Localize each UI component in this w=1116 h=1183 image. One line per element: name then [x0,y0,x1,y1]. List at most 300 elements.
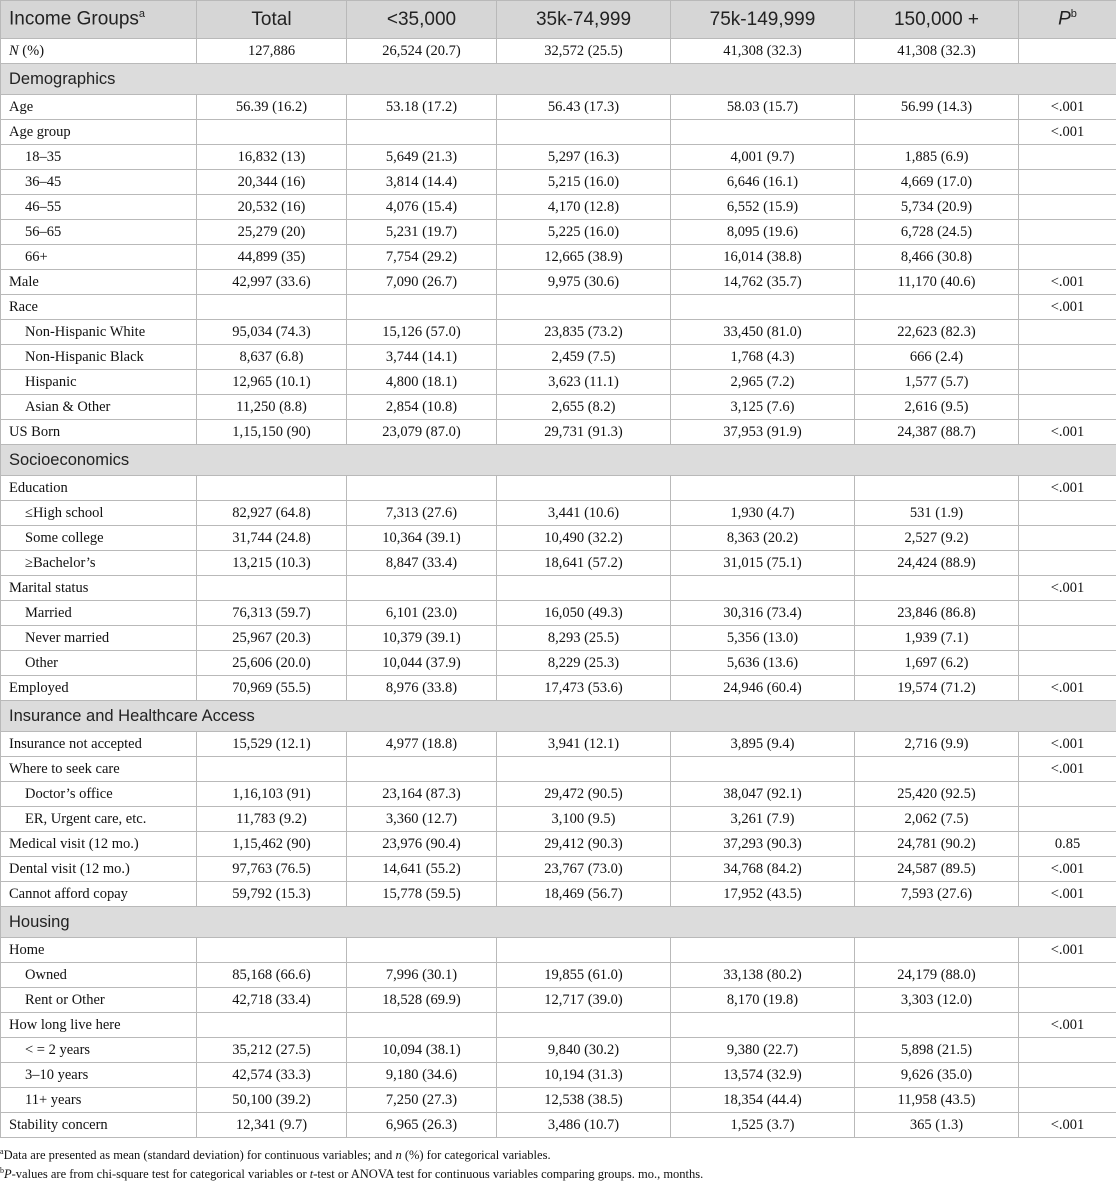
cell-150000-plus: 11,958 (43.5) [855,1088,1019,1113]
cell-35k-74999: 2,459 (7.5) [497,345,671,370]
cell-under-35000: 3,360 (12.7) [347,807,497,832]
cell-p-value [1019,320,1116,345]
cell-150000-plus: 1,939 (7.1) [855,626,1019,651]
cell-under-35000 [347,1013,497,1038]
cell-total: 16,832 (13) [197,145,347,170]
cell-p-value [1019,220,1116,245]
row-label: Race [1,295,197,320]
row-label: ≥Bachelor’s [1,551,197,576]
cell-35k-74999: 16,050 (49.3) [497,601,671,626]
cell-p-value [1019,245,1116,270]
cell-150000-plus: 24,424 (88.9) [855,551,1019,576]
cell-p-value: <.001 [1019,882,1116,907]
cell-under-35000: 15,126 (57.0) [347,320,497,345]
cell-p-value: <.001 [1019,938,1116,963]
cell-150000-plus: 3,303 (12.0) [855,988,1019,1013]
cell-150000-plus: 9,626 (35.0) [855,1063,1019,1088]
cell-35k-74999 [497,295,671,320]
cell-p-value [1019,782,1116,807]
cell-total: 25,967 (20.3) [197,626,347,651]
cell-under-35000: 5,649 (21.3) [347,145,497,170]
cell-under-35000: 7,090 (26.7) [347,270,497,295]
cell-150000-plus [855,476,1019,501]
cell-under-35000: 7,313 (27.6) [347,501,497,526]
cell-75k-149999: 2,965 (7.2) [671,370,855,395]
header-75k-149999: 75k-149,999 [671,1,855,39]
cell-35k-74999: 12,717 (39.0) [497,988,671,1013]
cell-p-value [1019,39,1116,64]
row-label: 66+ [1,245,197,270]
table-row [1,501,1116,526]
cell-p-value [1019,1088,1116,1113]
cell-35k-74999: 5,215 (16.0) [497,170,671,195]
cell-35k-74999 [497,757,671,782]
cell-p-value [1019,501,1116,526]
cell-total: 50,100 (39.2) [197,1088,347,1113]
cell-under-35000: 8,976 (33.8) [347,676,497,701]
cell-under-35000 [347,476,497,501]
cell-total [197,938,347,963]
cell-35k-74999: 23,835 (73.2) [497,320,671,345]
cell-75k-149999: 30,316 (73.4) [671,601,855,626]
cell-150000-plus: 41,308 (32.3) [855,39,1019,64]
table-row [1,395,1116,420]
cell-p-value [1019,395,1116,420]
cell-150000-plus [855,120,1019,145]
cell-total [197,120,347,145]
cell-75k-149999: 33,450 (81.0) [671,320,855,345]
cell-under-35000: 7,754 (29.2) [347,245,497,270]
section-title: Socioeconomics [1,445,1116,476]
table-row [1,1113,1116,1138]
cell-total: 97,763 (76.5) [197,857,347,882]
footnote-b: $^b$P-values are from chi-square test for categorical variables or t-test or ANOVA test for continuous variables comparing groups. mo., months. [0,1166,704,1182]
footnote-a: $^a$Data are presented as mean (standard deviation) for continuous variables; and n (%) for categorical variables. [0,1147,551,1163]
cell-under-35000: 23,976 (90.4) [347,832,497,857]
cell-under-35000: 5,231 (19.7) [347,220,497,245]
cell-35k-74999: 2,655 (8.2) [497,395,671,420]
table-row [1,857,1116,882]
cell-under-35000: 26,524 (20.7) [347,39,497,64]
row-label: Non-Hispanic Black [1,345,197,370]
cell-35k-74999: 10,194 (31.3) [497,1063,671,1088]
cell-75k-149999: 37,293 (90.3) [671,832,855,857]
cell-75k-149999: 6,552 (15.9) [671,195,855,220]
cell-35k-74999: 17,473 (53.6) [497,676,671,701]
cell-under-35000: 6,965 (26.3) [347,1113,497,1138]
cell-under-35000: 4,800 (18.1) [347,370,497,395]
row-label: ≤High school [1,501,197,526]
cell-total: 82,927 (64.8) [197,501,347,526]
row-label: Employed [1,676,197,701]
cell-total: 8,637 (6.8) [197,345,347,370]
cell-35k-74999: 3,486 (10.7) [497,1113,671,1138]
row-label: Marital status [1,576,197,601]
cell-75k-149999: 13,574 (32.9) [671,1063,855,1088]
cell-p-value: 0.85 [1019,832,1116,857]
cell-35k-74999: 29,731 (91.3) [497,420,671,445]
section-header-row [1,907,1116,938]
cell-75k-149999: 8,170 (19.8) [671,988,855,1013]
table-row [1,551,1116,576]
table-row [1,295,1116,320]
cell-p-value [1019,195,1116,220]
row-label: < = 2 years [1,1038,197,1063]
table-row [1,676,1116,701]
header-p-value: $P^b$ [1019,1,1116,39]
table-body [1,39,1116,1138]
cell-total: 44,899 (35) [197,245,347,270]
cell-total: 20,344 (16) [197,170,347,195]
cell-under-35000: 10,379 (39.1) [347,626,497,651]
cell-75k-149999: 1,525 (3.7) [671,1113,855,1138]
table-row [1,170,1116,195]
cell-total: 1,16,103 (91) [197,782,347,807]
cell-total [197,1013,347,1038]
cell-150000-plus: 6,728 (24.5) [855,220,1019,245]
cell-total: 85,168 (66.6) [197,963,347,988]
row-label: 36–45 [1,170,197,195]
section-title: Housing [1,907,1116,938]
cell-p-value [1019,626,1116,651]
row-label: Never married [1,626,197,651]
table-row [1,601,1116,626]
table-row [1,988,1116,1013]
cell-p-value [1019,807,1116,832]
cell-35k-74999: 8,229 (25.3) [497,651,671,676]
section-header-row [1,701,1116,732]
cell-75k-149999: 9,380 (22.7) [671,1038,855,1063]
cell-total: 56.39 (16.2) [197,95,347,120]
cell-under-35000 [347,120,497,145]
cell-35k-74999: 3,441 (10.6) [497,501,671,526]
cell-p-value [1019,1038,1116,1063]
cell-150000-plus: 23,846 (86.8) [855,601,1019,626]
cell-75k-149999 [671,938,855,963]
cell-150000-plus: 5,898 (21.5) [855,1038,1019,1063]
cell-35k-74999 [497,476,671,501]
cell-p-value [1019,551,1116,576]
cell-total: 12,341 (9.7) [197,1113,347,1138]
cell-75k-149999: 17,952 (43.5) [671,882,855,907]
section-header-row [1,64,1116,95]
cell-total: 42,718 (33.4) [197,988,347,1013]
cell-p-value: <.001 [1019,1013,1116,1038]
table-row [1,476,1116,501]
cell-p-value: <.001 [1019,120,1116,145]
cell-35k-74999 [497,120,671,145]
cell-total: 42,574 (33.3) [197,1063,347,1088]
cell-35k-74999: 18,641 (57.2) [497,551,671,576]
cell-75k-149999: 5,356 (13.0) [671,626,855,651]
row-label: Stability concern [1,1113,197,1138]
cell-150000-plus: 365 (1.3) [855,1113,1019,1138]
cell-150000-plus: 11,170 (40.6) [855,270,1019,295]
cell-under-35000: 10,094 (38.1) [347,1038,497,1063]
cell-35k-74999: 32,572 (25.5) [497,39,671,64]
cell-35k-74999: 56.43 (17.3) [497,95,671,120]
cell-total [197,757,347,782]
cell-75k-149999: 31,015 (75.1) [671,551,855,576]
row-label: How long live here [1,1013,197,1038]
cell-35k-74999 [497,576,671,601]
cell-150000-plus: 24,387 (88.7) [855,420,1019,445]
row-label: Owned [1,963,197,988]
table-row [1,1063,1116,1088]
table-row [1,145,1116,170]
table-row [1,807,1116,832]
cell-p-value [1019,651,1116,676]
cell-150000-plus: 1,577 (5.7) [855,370,1019,395]
section-title: Demographics [1,64,1116,95]
cell-under-35000: 53.18 (17.2) [347,95,497,120]
cell-total: 31,744 (24.8) [197,526,347,551]
cell-75k-149999: 3,125 (7.6) [671,395,855,420]
cell-150000-plus: 24,587 (89.5) [855,857,1019,882]
table-row [1,95,1116,120]
cell-75k-149999: 24,946 (60.4) [671,676,855,701]
cell-150000-plus: 56.99 (14.3) [855,95,1019,120]
cell-p-value [1019,963,1116,988]
cell-150000-plus: 1,885 (6.9) [855,145,1019,170]
header-under-35000: <35,000 [347,1,497,39]
cell-p-value: <.001 [1019,476,1116,501]
row-label: Doctor’s office [1,782,197,807]
cell-total: 15,529 (12.1) [197,732,347,757]
cell-total: 25,279 (20) [197,220,347,245]
table-row [1,270,1116,295]
cell-total: 20,532 (16) [197,195,347,220]
table-header-row [1,1,1116,39]
cell-under-35000 [347,576,497,601]
cell-total: 1,15,150 (90) [197,420,347,445]
cell-75k-149999: 8,095 (19.6) [671,220,855,245]
table-row [1,1038,1116,1063]
cell-under-35000: 6,101 (23.0) [347,601,497,626]
cell-75k-149999 [671,120,855,145]
cell-35k-74999: 3,623 (11.1) [497,370,671,395]
cell-total: 11,783 (9.2) [197,807,347,832]
cell-under-35000 [347,295,497,320]
cell-150000-plus: 7,593 (27.6) [855,882,1019,907]
cell-150000-plus: 2,062 (7.5) [855,807,1019,832]
header-150000-plus: 150,000 + [855,1,1019,39]
cell-p-value [1019,526,1116,551]
cell-150000-plus: 24,179 (88.0) [855,963,1019,988]
cell-under-35000: 23,164 (87.3) [347,782,497,807]
cell-total [197,295,347,320]
table-row [1,757,1116,782]
table-row [1,963,1116,988]
row-label: 46–55 [1,195,197,220]
row-label: Age [1,95,197,120]
cell-p-value: <.001 [1019,270,1116,295]
section-header-row [1,445,1116,476]
row-label: US Born [1,420,197,445]
row-label: Education [1,476,197,501]
cell-p-value [1019,145,1116,170]
row-label: 18–35 [1,145,197,170]
cell-75k-149999: 41,308 (32.3) [671,39,855,64]
cell-75k-149999: 37,953 (91.9) [671,420,855,445]
row-label: 3–10 years [1,1063,197,1088]
table-row [1,526,1116,551]
header-35k-74999: 35k-74,999 [497,1,671,39]
cell-under-35000: 3,814 (14.4) [347,170,497,195]
cell-under-35000: 14,641 (55.2) [347,857,497,882]
cell-35k-74999: 5,225 (16.0) [497,220,671,245]
cell-35k-74999: 18,469 (56.7) [497,882,671,907]
row-label: Rent or Other [1,988,197,1013]
table-row [1,1088,1116,1113]
cell-p-value: <.001 [1019,576,1116,601]
cell-75k-149999 [671,476,855,501]
cell-75k-149999 [671,576,855,601]
cell-under-35000: 18,528 (69.9) [347,988,497,1013]
cell-35k-74999 [497,1013,671,1038]
row-label: Dental visit (12 mo.) [1,857,197,882]
row-label: Some college [1,526,197,551]
cell-75k-149999: 3,261 (7.9) [671,807,855,832]
table-row [1,832,1116,857]
cell-total: 25,606 (20.0) [197,651,347,676]
table-row [1,938,1116,963]
cell-total: 1,15,462 (90) [197,832,347,857]
cell-total: 13,215 (10.3) [197,551,347,576]
table-row [1,420,1116,445]
cell-75k-149999: 3,895 (9.4) [671,732,855,757]
cell-under-35000: 10,364 (39.1) [347,526,497,551]
cell-150000-plus: 24,781 (90.2) [855,832,1019,857]
cell-total: 127,886 [197,39,347,64]
cell-under-35000: 9,180 (34.6) [347,1063,497,1088]
cell-p-value: <.001 [1019,95,1116,120]
cell-p-value [1019,345,1116,370]
cell-75k-149999: 4,001 (9.7) [671,145,855,170]
cell-35k-74999: 12,538 (38.5) [497,1088,671,1113]
cell-p-value [1019,1063,1116,1088]
cell-total: 76,313 (59.7) [197,601,347,626]
cell-75k-149999: 58.03 (15.7) [671,95,855,120]
cell-150000-plus: 8,466 (30.8) [855,245,1019,270]
header-total: Total [197,1,347,39]
cell-p-value: <.001 [1019,295,1116,320]
row-label: Hispanic [1,370,197,395]
table-row [1,220,1116,245]
cell-150000-plus: 22,623 (82.3) [855,320,1019,345]
cell-35k-74999: 8,293 (25.5) [497,626,671,651]
cell-p-value: <.001 [1019,676,1116,701]
row-label: Cannot afford copay [1,882,197,907]
cell-150000-plus: 531 (1.9) [855,501,1019,526]
cell-under-35000: 15,778 (59.5) [347,882,497,907]
cell-under-35000: 7,996 (30.1) [347,963,497,988]
table-row [1,195,1116,220]
row-label: Where to seek care [1,757,197,782]
cell-75k-149999: 1,768 (4.3) [671,345,855,370]
table-row [1,882,1116,907]
cell-75k-149999: 1,930 (4.7) [671,501,855,526]
cell-150000-plus [855,938,1019,963]
cell-total [197,576,347,601]
cell-75k-149999: 14,762 (35.7) [671,270,855,295]
cell-75k-149999 [671,1013,855,1038]
cell-35k-74999: 10,490 (32.2) [497,526,671,551]
cell-under-35000 [347,938,497,963]
cell-150000-plus [855,757,1019,782]
cell-75k-149999 [671,757,855,782]
cell-total: 95,034 (74.3) [197,320,347,345]
table-row [1,576,1116,601]
cell-35k-74999: 12,665 (38.9) [497,245,671,270]
cell-75k-149999: 34,768 (84.2) [671,857,855,882]
table-row [1,370,1116,395]
table-row [1,245,1116,270]
cell-75k-149999: 16,014 (38.8) [671,245,855,270]
cell-total: 70,969 (55.5) [197,676,347,701]
cell-150000-plus: 5,734 (20.9) [855,195,1019,220]
cell-p-value: <.001 [1019,732,1116,757]
cell-35k-74999: 9,975 (30.6) [497,270,671,295]
cell-35k-74999: 4,170 (12.8) [497,195,671,220]
table-row [1,651,1116,676]
row-label: 56–65 [1,220,197,245]
table-row [1,1013,1116,1038]
cell-35k-74999: 19,855 (61.0) [497,963,671,988]
cell-under-35000 [347,757,497,782]
cell-75k-149999: 18,354 (44.4) [671,1088,855,1113]
cell-p-value: <.001 [1019,757,1116,782]
cell-35k-74999: 9,840 (30.2) [497,1038,671,1063]
row-label: 11+ years [1,1088,197,1113]
cell-p-value [1019,601,1116,626]
cell-35k-74999: 23,767 (73.0) [497,857,671,882]
cell-under-35000: 10,044 (37.9) [347,651,497,676]
cell-75k-149999: 38,047 (92.1) [671,782,855,807]
cell-under-35000: 4,977 (18.8) [347,732,497,757]
table-row-n [1,39,1116,64]
cell-p-value: <.001 [1019,1113,1116,1138]
cell-35k-74999: 5,297 (16.3) [497,145,671,170]
cell-150000-plus [855,576,1019,601]
cell-p-value [1019,370,1116,395]
cell-total: 35,212 (27.5) [197,1038,347,1063]
cell-p-value [1019,170,1116,195]
table-row [1,732,1116,757]
cell-p-value: <.001 [1019,420,1116,445]
cell-150000-plus [855,1013,1019,1038]
section-title: Insurance and Healthcare Access [1,701,1116,732]
row-label: Other [1,651,197,676]
row-label: Asian & Other [1,395,197,420]
row-label: Medical visit (12 mo.) [1,832,197,857]
cell-under-35000: 7,250 (27.3) [347,1088,497,1113]
row-label: N (%) [1,39,197,64]
cell-75k-149999: 5,636 (13.6) [671,651,855,676]
row-label: Non-Hispanic White [1,320,197,345]
cell-35k-74999: 3,941 (12.1) [497,732,671,757]
cell-35k-74999: 29,472 (90.5) [497,782,671,807]
cell-total: 59,792 (15.3) [197,882,347,907]
row-label: Male [1,270,197,295]
table-row [1,320,1116,345]
cell-under-35000: 3,744 (14.1) [347,345,497,370]
cell-150000-plus: 4,669 (17.0) [855,170,1019,195]
header-income-groups: Income Groups$^a$ [1,1,197,39]
cell-under-35000: 4,076 (15.4) [347,195,497,220]
cell-under-35000: 2,854 (10.8) [347,395,497,420]
table-row [1,626,1116,651]
